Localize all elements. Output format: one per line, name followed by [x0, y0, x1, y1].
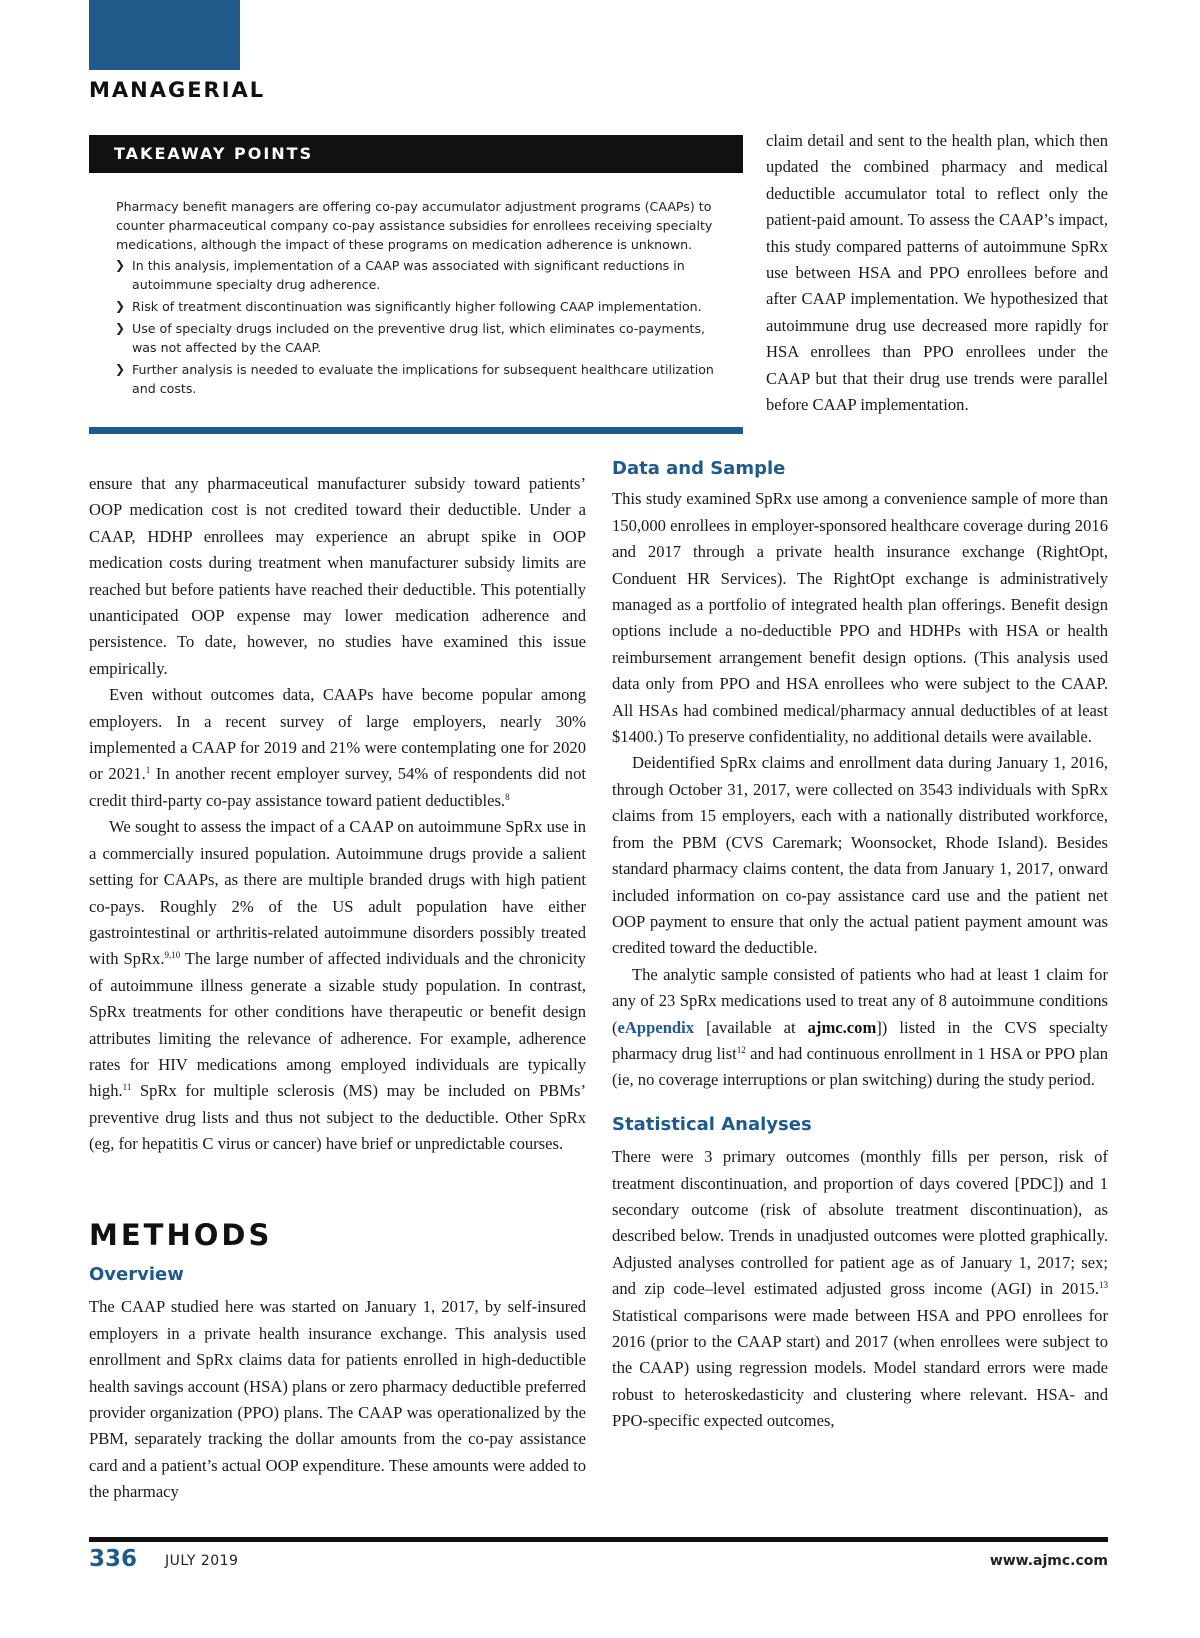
page-number: 336: [89, 1546, 138, 1572]
header-color-block: [89, 0, 240, 70]
body-paragraph: The analytic sample consisted of patients who had at least 1 claim for any of 23 SpRx medications used to treat any of 8 autoimmune conditions (eAppendix [available at ajmc.com]) listed in the CVS specialty pharmacy drug list$^{12}$ and had continuous enrollment in 1 HSA or PPO plan (ie, no coverage interruptions or plan switching) during the study period.: [612, 964, 1108, 1090]
reference-superscript: 9,10: [164, 950, 181, 961]
reference-superscript: 1: [145, 765, 151, 776]
takeaway-list: [112, 256, 722, 398]
takeaway-box: [112, 197, 722, 401]
data-sample-heading: Data and Sample: [612, 458, 786, 479]
statistical-analyses-heading: Statistical Analyses: [612, 1113, 812, 1135]
eappendix-link[interactable]: eAppendix: [617, 1017, 695, 1037]
reference-superscript: 8: [505, 791, 510, 802]
reference-superscript: 13: [1099, 1280, 1108, 1291]
footer-rule: [89, 1537, 1108, 1542]
body-paragraph: Even without outcomes data, CAAPs have become popular among employers. In a recent survey of large employers, nearly 30% implemented a CAAP for 2019 and 21% were contemplating one for 2020 or 2021.$^1$ In another recent employer survey, 54% of respondents did not credit third-party co-pay assistance toward patient deductibles.$^8$: [89, 685, 587, 810]
body-paragraph: We sought to assess the impact of a CAAP on autoimmune SpRx use in a commercially insured population. Autoimmune drugs provide a salient setting for CAAPs, as there are multiple branded drugs with high patient co-pays. Roughly 2% of the US adult population have either gastrointestinal or arthritis-related autoimmune disorders possibly treated with SpRx.$^{9,10}$ The large number of affected individuals and the chronicity of autoimmune illness generate a sizable study population. In contrast, SpRx treatments for other conditions have therapeutic or benefit design attributes limiting the relevance of adherence. For example, adherence rates for HIV medications among employed individuals are typically high.$^{11}$ SpRx for multiple sclerosis (MS) may be included on PBMs’ preventive drug lists and thus not subject to the deductible. Other SpRx (eg, for hepatitis C virus or cancer) have brief or unpredictable courses.: [89, 817, 586, 1154]
body-paragraph: This study examined SpRx use among a convenience sample of more than 150,000 enrollees in employer-sponsored healthcare coverage during 2016 and 2017 through a private health insurance exchange (RightOpt, Conduent HR Services). The RightOpt exchange is administratively managed as a portfolio of integrated health plan offerings. Benefit design options include a no-deductible PPO and HDHPs with HSA or health reimbursement arrangement benefit design options. (This analysis used data only from PPO and HSA enrollees who were subject to the CAAP. All HSAs had combined medical/pharmacy annual deductibles of at least $1400.) To preserve confidentiality, no additional details were available.: [612, 489, 1108, 747]
chevron-right-icon: ❯: [115, 258, 126, 272]
site-name: ajmc.com: [807, 1017, 877, 1037]
reference-superscript: 11: [122, 1082, 132, 1093]
overview-section: [89, 1262, 586, 1506]
footer-url[interactable]: www.ajmc.com: [989, 1553, 1108, 1569]
takeaway-bottom-rule: [89, 427, 743, 434]
overview-heading: Overview: [89, 1264, 184, 1285]
chevron-right-icon: ❯: [115, 299, 126, 313]
body-paragraph: Deidentified SpRx claims and enrollment data during January 1, 2016, through October 31, 2017, were collected on 3543 individuals with SpRx claims from 15 employers, each with a nationally distributed workforce, from the PBM (CVS Caremark; Woonsocket, Rhode Island). Besides standard pharmacy claims content, the data from January 1, 2017, onward included information on co-pay assistance card use and the patient net OOP payment to ensure that only the actual patient payment amount was credited toward the deductible.: [612, 753, 1108, 958]
takeaway-point: ❯ Use of specialty drugs included on the preventive drug list, which eliminates co-payments, was not affected by the CAAP.: [115, 321, 706, 355]
left-column: [89, 471, 586, 1158]
takeaway-title: TAKEAWAY POINTS: [114, 144, 314, 163]
takeaway-point: ❯ In this analysis, implementation of a CAAP was associated with significant reductions in autoimmune specialty drug adherence.: [115, 258, 685, 292]
section-label: MANAGERIAL: [89, 78, 266, 102]
chevron-right-icon: ❯: [115, 362, 126, 376]
issue-date: JULY 2019: [165, 1553, 239, 1569]
takeaway-title-bar: [89, 135, 743, 173]
body-paragraph: ensure that any pharmaceutical manufacturer subsidy toward patients’ OOP medication cost is not credited toward their deductible. Under a CAAP, HDHP enrollees may experience an abrupt spike in OOP medication costs during treatment when manufacturer subsidy limits are reached but before patients have reached their deductible. This potentially unanticipated OOP expense may lower medication adherence and persistence. To date, however, no studies have examined this issue empirically.: [89, 474, 586, 678]
right-top-column: [766, 128, 1108, 418]
takeaway-point: ❯ Further analysis is needed to evaluate the implications for subsequent healthcare utilization and costs.: [115, 362, 714, 396]
body-paragraph: There were 3 primary outcomes (monthly fills per person, risk of treatment discontinuation, and proportion of days covered [PDC]) and 1 secondary outcome (risk of absolute treatment discontinuation), as described below. Trends in unadjusted outcomes were plotted graphically. Adjusted analyses controlled for patient age as of January 1, 2017; sex; and zip code–level estimated adjusted gross income (AGI) in 2015.13 Statistical comparisons were made between HSA and PPO enrollees for 2016 (prior to the CAAP start) and 2017 (when enrollees were subject to the CAAP) using regression models. Model standard errors were made robust to heteroskedasticity and clustering where relevant. HSA- and PPO-specific expected outcomes,: [612, 1147, 1108, 1431]
right-column: [612, 458, 1108, 1435]
body-paragraph: The CAAP studied here was started on January 1, 2017, by self-insured employers in a private health insurance exchange. This analysis used enrollment and SpRx claims data for patients enrolled in high-deductible health savings account (HSA) plans or zero pharmacy deductible preferred provider organization (PPO) plans. The CAAP was operationalized by the PBM, separately tracking the dollar amounts from the co-pay assistance card and a patient’s actual OOP expenditure. These amounts were added to the pharmacy: [89, 1297, 586, 1502]
takeaway-point: ❯ Risk of treatment discontinuation was significantly higher following CAAP implementation.: [115, 299, 702, 314]
methods-heading: METHODS: [89, 1218, 273, 1252]
reference-superscript: 12: [736, 1044, 746, 1055]
takeaway-intro: Pharmacy benefit managers are offering co-pay accumulator adjustment programs (CAAPs) to counter pharmaceutical company co-pay assistance subsidies for enrollees receiving specialty medications, although the impact of these programs on medication adherence is unknown.: [116, 199, 713, 252]
body-paragraph: claim detail and sent to the health plan, which then updated the combined pharmacy and medical deductible accumulator total to reflect only the patient-paid amount. To assess the CAAP’s impact, this study compared patterns of autoimmune SpRx use between HSA and PPO enrollees before and after CAAP implementation. We hypothesized that autoimmune drug use decreased more rapidly for HSA enrollees than PPO enrollees under the CAAP but that their drug use trends were parallel before CAAP implementation.: [766, 131, 1108, 415]
chevron-right-icon: ❯: [115, 321, 126, 335]
